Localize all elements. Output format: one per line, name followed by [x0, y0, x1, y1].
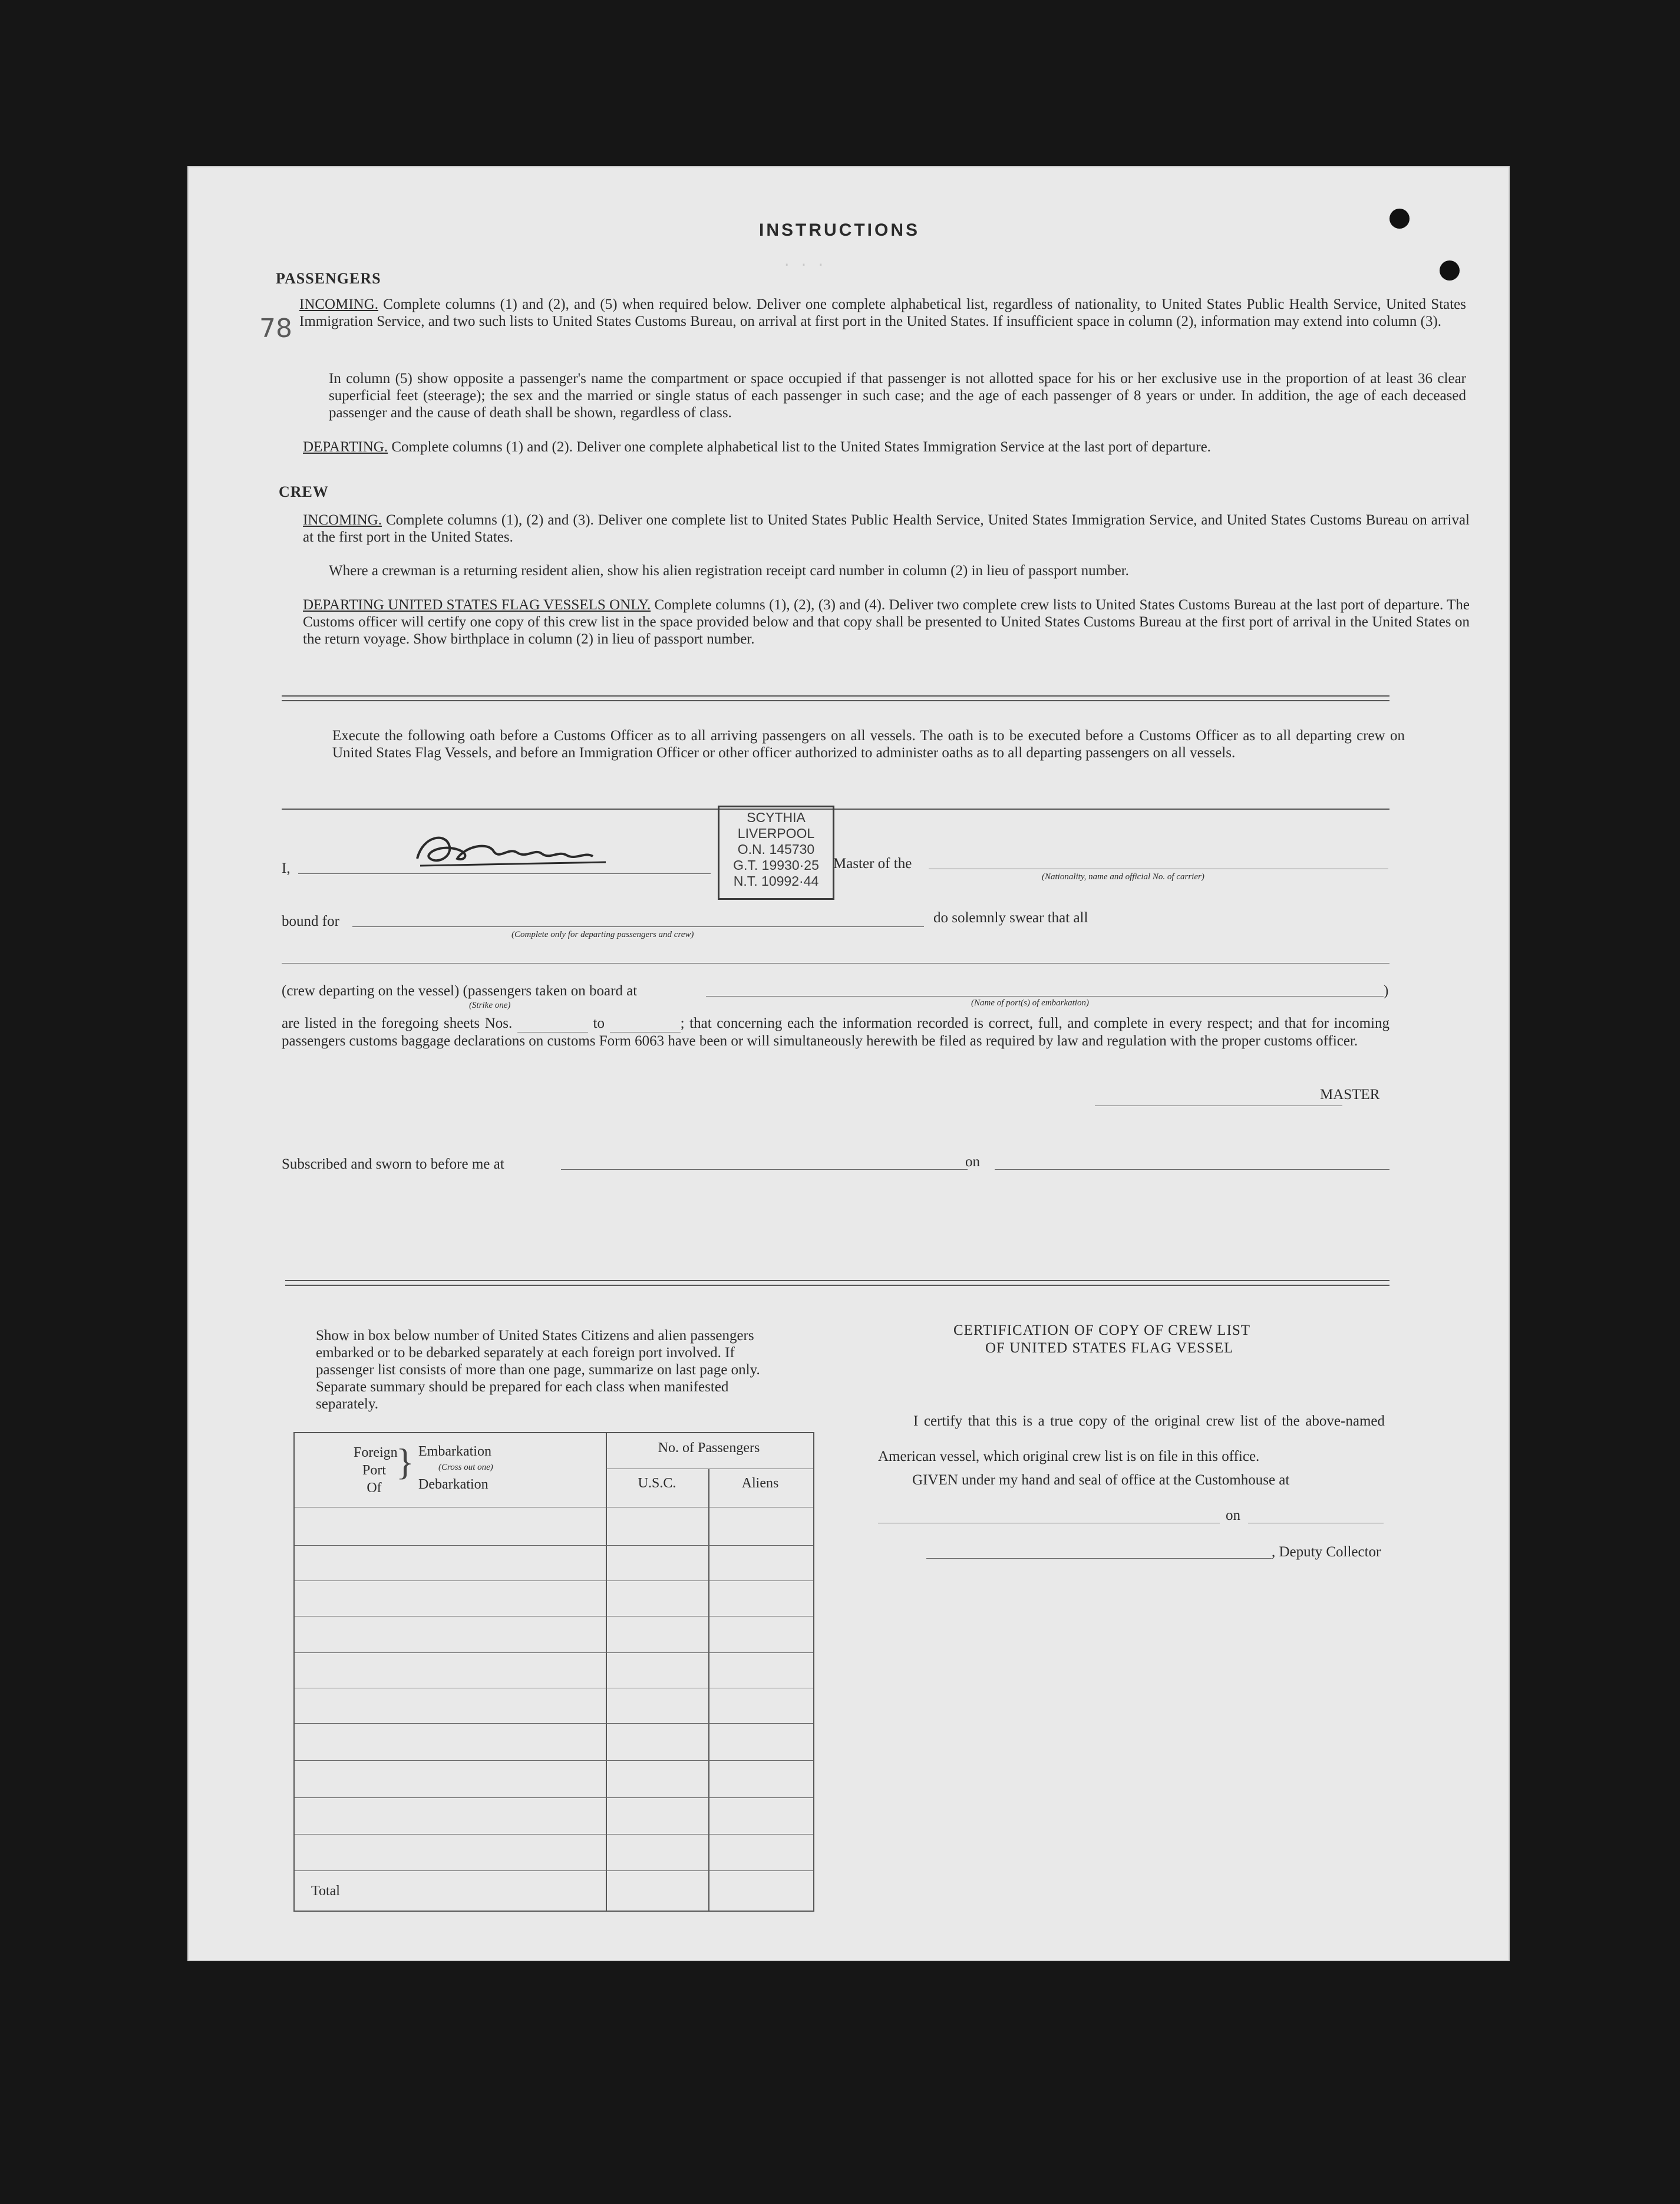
table-row-rule — [295, 1545, 813, 1546]
certification-title-2: OF UNITED STATES FLAG VESSEL — [985, 1340, 1234, 1356]
table-row-rule — [295, 1870, 813, 1871]
oath-listed-text-1: are listed in the foregoing sheets Nos. — [282, 1015, 513, 1031]
sheet-to-blank — [610, 1015, 681, 1032]
subscribed-on: on — [965, 1154, 980, 1170]
table-header-foreign-port: Foreign Port Of — [354, 1445, 398, 1496]
page-title: INSTRUCTIONS — [759, 220, 920, 240]
certification-on: on — [1226, 1507, 1240, 1523]
crew-departing-text: Complete columns (1), (2), (3) and (4). Deliver two complete crew lists to United States Customs Bureau at the last port of departure. The Customs officer will certify one copy of this crew list in the space provided below and that copy shall be presented to United States Customs Bureau at the first port of arrival in the United States on the return voyage. Show birthplace in column (2) in lieu of passport number. — [303, 597, 1470, 647]
oath-nationality-caption: (Nationality, name and official No. of carrier) — [1042, 872, 1204, 882]
ship-registry-stamp — [718, 806, 834, 900]
oath-blank-line — [282, 963, 1389, 964]
table-header-embarkation: Embarkation — [418, 1444, 491, 1459]
punch-hole — [1440, 260, 1460, 281]
stamp-ship-name: SCYTHIA — [747, 810, 806, 825]
crew-incoming-text: Complete columns (1), (2) and (3). Deliver one complete list to United States Public Health Service, United States Immigration Service, and United States Customs Bureau on arrival at the first port in the United States. — [303, 512, 1470, 545]
passengers-incoming-text: Complete columns (1) and (2), and (5) when required below. Deliver one complete alphabetical list, regardless of nationality, to United States Public Health Service, United States Immigration Service, and two such lists to United States Customs Bureau, on arrival at first port in the United States. If insufficient space in column (2), information may extend into column (3). — [299, 296, 1467, 329]
box-instructions: Show in box below number of United States Citizens and alien passengers embarked or to be debarked separately at each foreign port involved. If passenger list consists of more than one page, summarize on last page only. Separate summary should be prepared for each class when manifested separately. — [316, 1328, 760, 1412]
crew-heading: CREW — [279, 483, 329, 500]
subscribed-date-line — [995, 1169, 1389, 1170]
passengers-departing-paragraph — [303, 438, 1470, 456]
passengers-column5-paragraph: In column (5) show opposite a passenger's name the compartment or space occupied if that passenger is not allotted space for his or her exclusive use in the proportion of at least 36 clear superficial feet (steerage); the sex and the married or single status of each passenger in such case; and the age of each passenger of 8 years or under. In addition, the age of each deceased passenger and the cause of death shall be shown, regardless of class. — [329, 371, 1466, 421]
master-name-line — [298, 873, 711, 874]
table-col-divider — [708, 1469, 709, 1911]
crew-incoming-paragraph — [303, 512, 1470, 546]
oath-i-label: I, — [282, 860, 291, 876]
table-row-rule — [295, 1797, 813, 1798]
crew-incoming-label: INCOMING. — [303, 512, 382, 528]
table-row-rule — [295, 1652, 813, 1653]
stamp-gross-tonnage: G.T. 19930·25 — [733, 857, 819, 873]
embarkation-port-line — [706, 996, 1384, 997]
passengers-heading: PASSENGERS — [276, 270, 381, 287]
passengers-incoming-label: INCOMING. — [299, 296, 379, 312]
crew-departing-paragraph — [303, 596, 1470, 648]
table-total-label: Total — [311, 1883, 340, 1899]
oath-close-paren: ) — [1384, 983, 1389, 999]
passengers-departing-label: DEPARTING. — [303, 439, 388, 455]
oath-name-of-ports: (Name of port(s) of embarkation) — [971, 998, 1089, 1008]
oath-do-solemnly: do solemnly swear that all — [933, 910, 1088, 926]
passengers-departing-text: Complete columns (1) and (2). Deliver one complete alphabetical list to the United States Immigration Service at the last port of departure. — [391, 439, 1211, 455]
bleed-through-text: . . . — [783, 255, 826, 270]
table-col-divider — [606, 1433, 607, 1911]
oath-complete-only-caption: (Complete only for departing passengers and crew) — [511, 930, 694, 939]
oath-intro-paragraph: Execute the following oath before a Customs Officer as to all arriving passengers on all vessels. The oath is to be executed before a Customs Officer as to all departing crew on United States Flag Vessels, and before an Immigration Officer or other officer authorized to administer oaths as to all departing passengers on all vessels. — [332, 728, 1405, 761]
certification-title-1: CERTIFICATION OF COPY OF CREW LIST — [953, 1322, 1251, 1338]
crew-resident-paragraph: Where a crewman is a returning resident alien, show his alien registration receipt card number in column (2) in lieu of passport number. — [329, 563, 1129, 579]
oath-listed-paragraph — [282, 1015, 1389, 1050]
table-row-rule — [295, 1723, 813, 1724]
table-header-usc: U.S.C. — [638, 1476, 676, 1491]
oath-crew-departing: (crew departing on the vessel) (passengers taken on board at — [282, 983, 638, 999]
oath-top-rule — [282, 809, 1389, 810]
sheet-from-blank — [517, 1015, 588, 1032]
passengers-incoming-paragraph — [299, 296, 1466, 330]
master-signature — [405, 823, 629, 876]
subscribed-place-line — [561, 1169, 968, 1170]
table-header-debarkation: Debarkation — [418, 1477, 489, 1492]
punch-hole — [1389, 209, 1410, 229]
oath-strike-one: (Strike one) — [469, 1001, 511, 1010]
table-row-rule — [295, 1834, 813, 1835]
stamp-official-number: O.N. 145730 — [737, 842, 815, 857]
oath-listed-text-2: ; that concerning each the information recorded is correct, full, and complete in every respect; — [680, 1015, 1253, 1031]
oath-master-of-the: Master of the — [833, 856, 912, 872]
deputy-signature-line — [926, 1558, 1272, 1559]
form-sheet — [187, 166, 1510, 1961]
oath-master-label: MASTER — [1320, 1087, 1380, 1103]
crew-departing-label: DEPARTING UNITED STATES FLAG VESSELS ONLY. — [303, 597, 651, 613]
bound-for-line — [352, 926, 924, 927]
certification-deputy: , Deputy Collector — [1272, 1544, 1381, 1560]
stamp-port: LIVERPOOL — [737, 826, 815, 841]
table-row-rule — [295, 1760, 813, 1761]
certification-given: GIVEN under my hand and seal of office at the Customhouse at — [912, 1472, 1290, 1488]
oath-to: to — [593, 1015, 605, 1031]
subscribed-text: Subscribed and sworn to before me at — [282, 1156, 504, 1172]
section-divider — [282, 695, 1389, 701]
oath-bottom-divider — [285, 1280, 1389, 1286]
oath-listed-text-3: and that for incoming passengers customs baggage declarations on customs Form 6063 have been or will simultaneously herewith be filed as required by law and regulation with the proper customs officer. — [282, 1015, 1389, 1049]
table-header-cross-out: (Cross out one) — [438, 1463, 493, 1472]
table-header-brace: } — [396, 1441, 414, 1483]
oath-bound-for: bound for — [282, 913, 339, 929]
stamp-net-tonnage: N.T. 10992·44 — [733, 873, 819, 889]
certification-text: I certify that this is a true copy of the original crew list of the above-named American vessel, which original crew list is on file in this office. — [878, 1413, 1385, 1464]
passenger-summary-table — [293, 1432, 814, 1912]
table-header-aliens: Aliens — [741, 1476, 779, 1491]
margin-note: 78 — [259, 314, 292, 344]
table-header-no-passengers: No. of Passengers — [658, 1440, 760, 1456]
